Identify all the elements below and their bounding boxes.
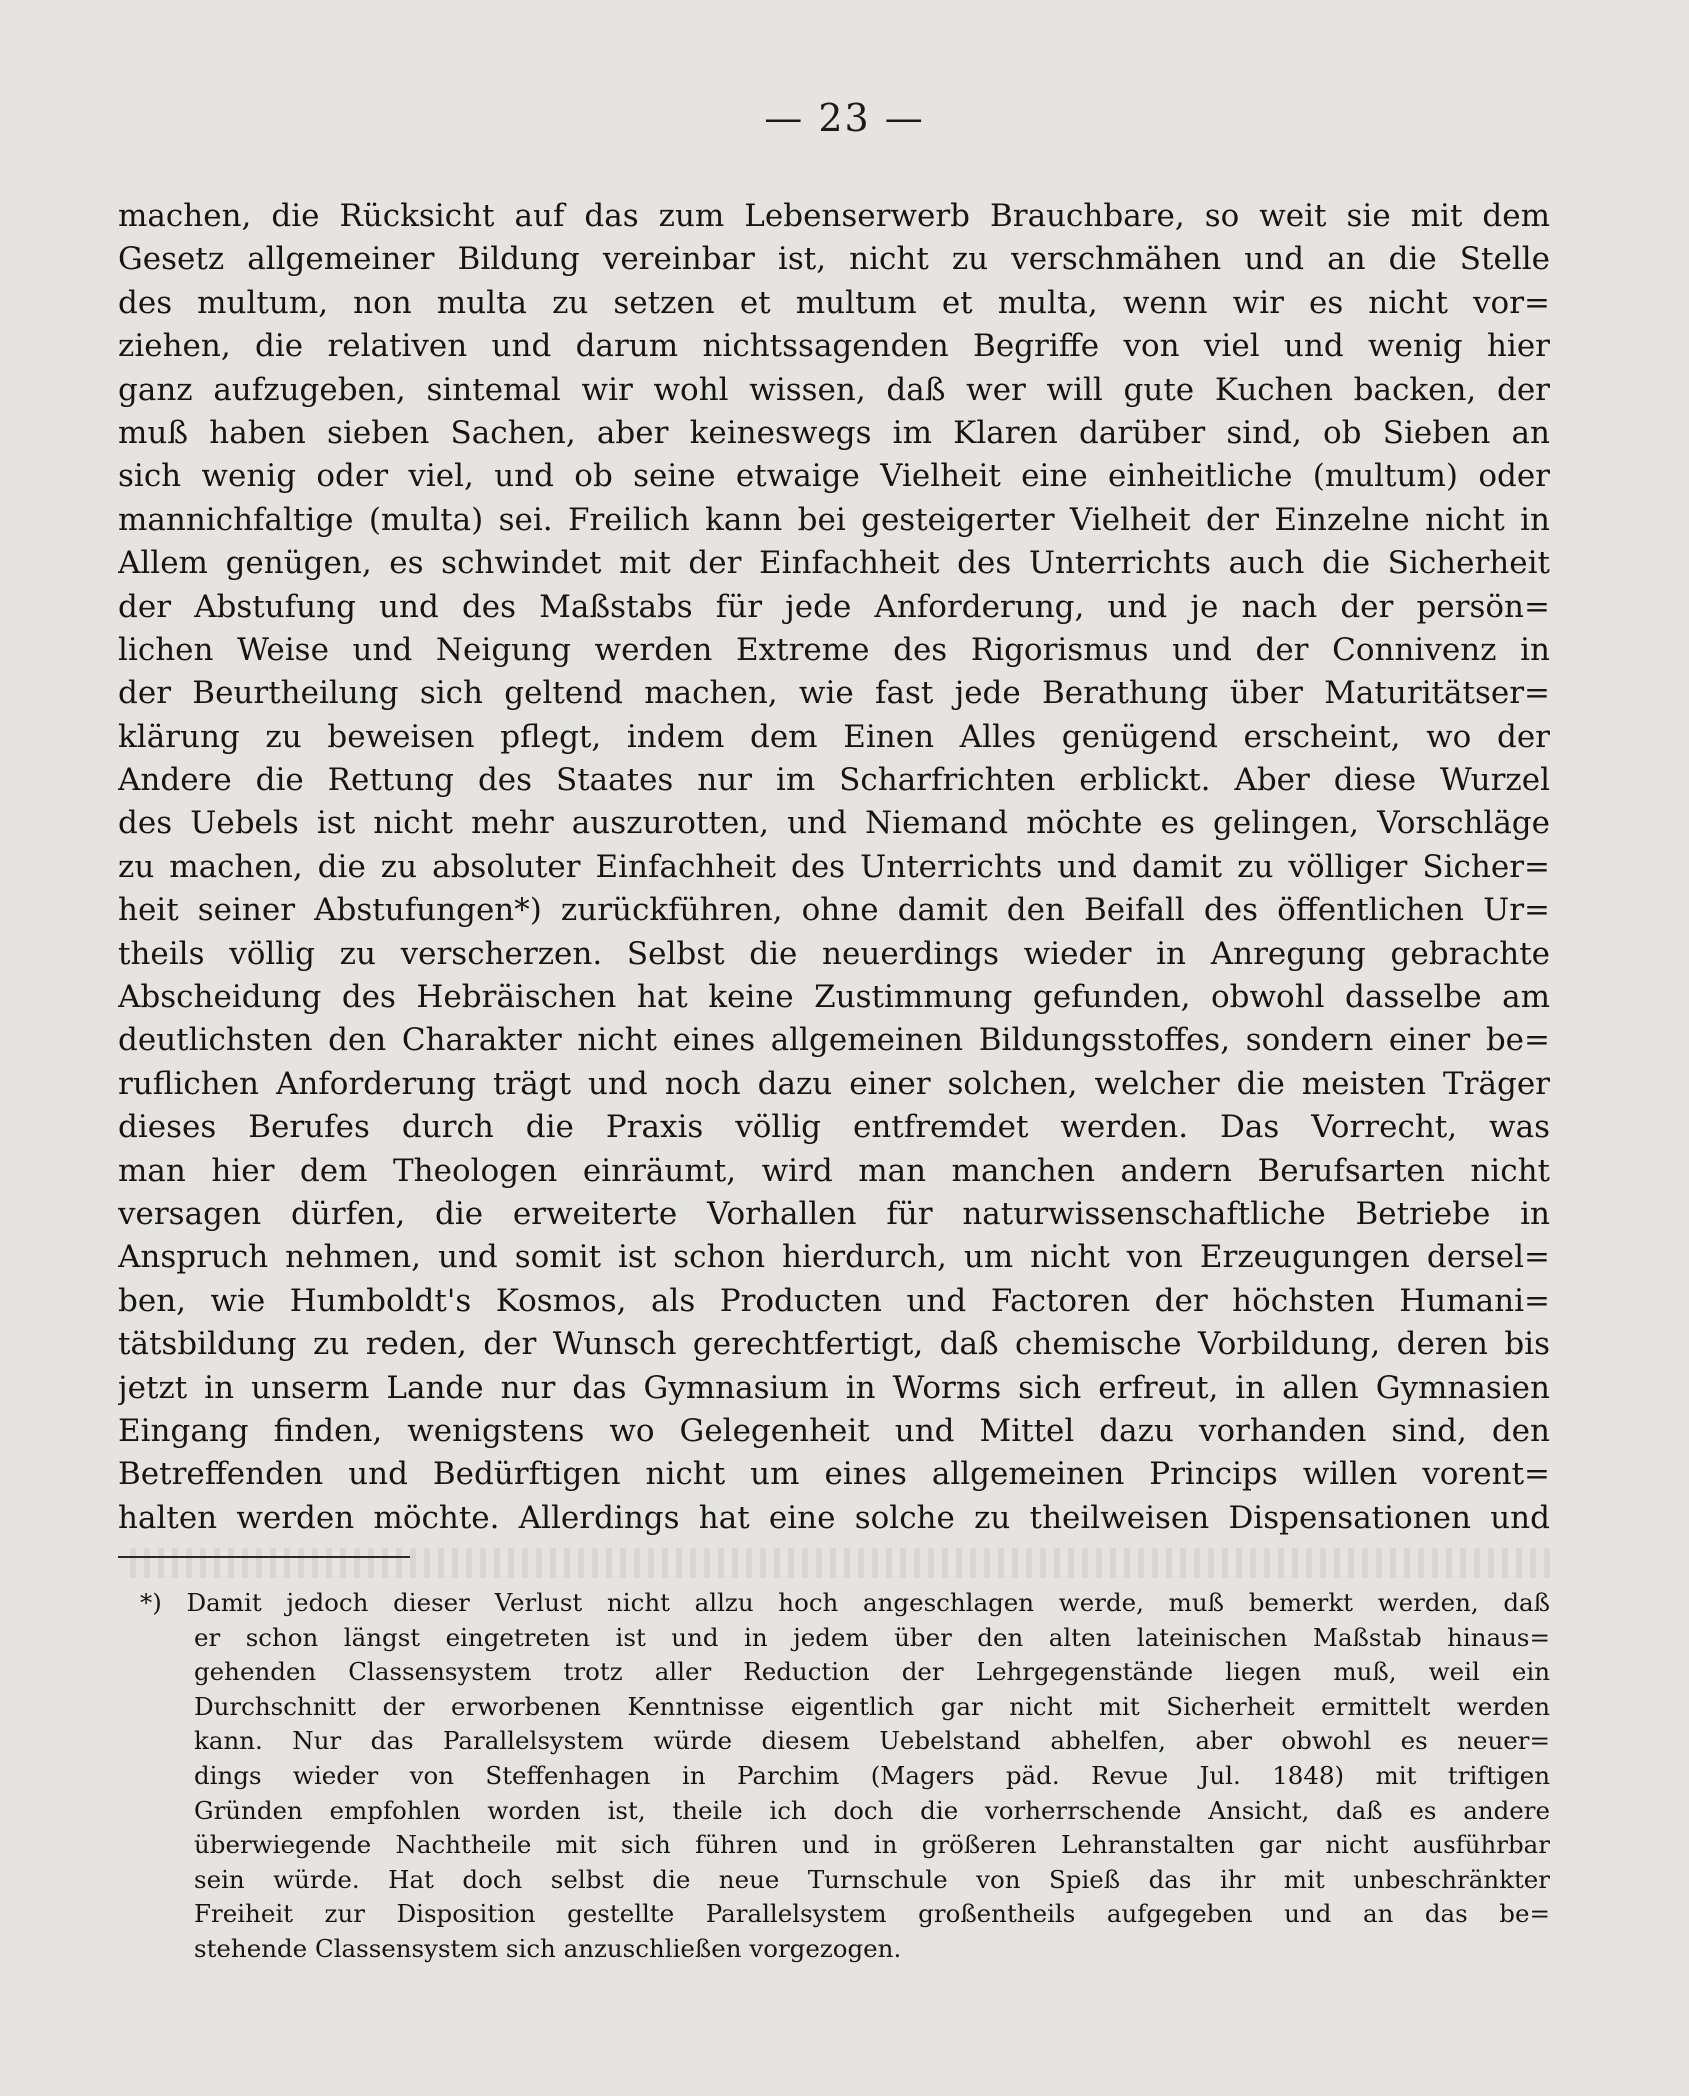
text-line: Gesetz allgemeiner Bildung vereinbar ist, nicht zu verschmähen und an die Stelle <box>118 241 1550 278</box>
text-line: dieses Berufes durch die Praxis völlig entfremdet werden. Das Vorrecht, was <box>118 1109 1550 1146</box>
text-line: des multum, non multa zu setzen et multum et multa, wenn wir es nicht vor= <box>118 284 1550 321</box>
text-line: ganz aufzugeben, sintemal wir wohl wissen, daß wer will gute Kuchen backen, der <box>118 371 1550 408</box>
footnote-line: kann. Nur das Parallelsystem würde diesem Uebelstand abhelfen, aber obwohl es neuer= <box>194 1726 1550 1756</box>
footnote-line: Gründen empfohlen worden ist, theile ich doch die vorherrschende Ansicht, daß es andere <box>194 1795 1550 1825</box>
show-through-texture <box>130 1548 1550 1578</box>
footnote-divider <box>118 1556 410 1558</box>
text-line: Allem genügen, es schwindet mit der Einfachheit des Unterrichts auch die Sicherheit <box>118 545 1550 582</box>
text-line: man hier dem Theologen einräumt, wird man manchen andern Berufsarten nicht <box>118 1152 1550 1189</box>
text-line: heit seiner Abstufungen*) zurückführen, ohne damit den Beifall des öffentlichen Ur= <box>118 892 1550 929</box>
text-line: mannichfaltige (multa) sei. Freilich kann bei gesteigerter Vielheit der Einzelne nicht in <box>118 501 1550 538</box>
footnote-line: er schon längst eingetreten ist und in jedem über den alten lateinischen Maßstab hinaus= <box>194 1622 1550 1652</box>
footnote-line: Freiheit zur Disposition gestellte Parallelsystem großentheils aufgegeben und an das be= <box>194 1899 1550 1929</box>
footnote-line: dings wieder von Steffenhagen in Parchim (Magers päd. Revue Jul. 1848) mit triftigen <box>194 1760 1550 1790</box>
text-line: Betreffenden und Bedürftigen nicht um eines allgemeinen Princips willen vorent= <box>118 1456 1550 1493</box>
footnote-line: *) Damit jedoch dieser Verlust nicht allzu hoch angeschlagen werde, muß bemerkt werden, daß <box>140 1588 1550 1617</box>
text-line: ruflichen Anforderung trägt und noch dazu einer solchen, welcher die meisten Träger <box>118 1065 1550 1102</box>
text-line: ziehen, die relativen und darum nichtssagenden Begriffe von viel und wenig hier <box>118 328 1550 365</box>
body-text <box>118 195 1550 1540</box>
text-line: der Abstufung und des Maßstabs für jede Anforderung, und je nach der persön= <box>118 588 1550 625</box>
text-line: lichen Weise und Neigung werden Extreme des Rigorismus und der Connivenz in <box>118 631 1550 668</box>
text-line: versagen dürfen, die erweiterte Vorhallen für naturwissenschaftliche Betriebe in <box>118 1195 1550 1232</box>
text-line: deutlichsten den Charakter nicht eines allgemeinen Bildungsstoffes, sondern einer be= <box>118 1022 1550 1059</box>
footnote-line: sein würde. Hat doch selbst die neue Turnschule von Spieß das ihr mit unbeschränkter <box>194 1864 1550 1894</box>
footnote-line: gehenden Classensystem trotz aller Reduction der Lehrgegenstände liegen muß, weil ein <box>194 1657 1550 1687</box>
footnote-line: überwiegende Nachtheile mit sich führen und in größeren Lehranstalten gar nicht ausführbar <box>194 1830 1550 1860</box>
text-line: klärung zu beweisen pflegt, indem dem Einen Alles genügend erscheint, wo der <box>118 718 1550 755</box>
footnote-line: stehende Classensystem sich anzuschließen vorgezogen. <box>194 1933 902 1963</box>
text-line: muß haben sieben Sachen, aber keineswegs im Klaren darüber sind, ob Sieben an <box>118 414 1550 451</box>
text-line: halten werden möchte. Allerdings hat eine solche zu theilweisen Dispensationen und <box>118 1499 1550 1536</box>
text-line: des Uebels ist nicht mehr auszurotten, und Niemand möchte es gelingen, Vorschläge <box>118 805 1550 842</box>
text-line: tätsbildung zu reden, der Wunsch gerechtfertigt, daß chemische Vorbildung, deren bis <box>118 1326 1550 1363</box>
text-line: der Beurtheilung sich geltend machen, wie fast jede Berathung über Maturitätser= <box>118 675 1550 712</box>
footnote-line: Durchschnitt der erworbenen Kenntnisse eigentlich gar nicht mit Sicherheit ermittelt werden <box>194 1691 1550 1721</box>
text-line: Eingang finden, wenigstens wo Gelegenheit und Mittel dazu vorhanden sind, den <box>118 1412 1550 1449</box>
text-line: Anspruch nehmen, und somit ist schon hierdurch, um nicht von Erzeugungen dersel= <box>118 1239 1550 1276</box>
footnote <box>118 1586 1550 1967</box>
text-line: zu machen, die zu absoluter Einfachheit des Unterrichts und damit zu völliger Sicher= <box>118 848 1550 885</box>
text-line: jetzt in unserm Lande nur das Gymnasium in Worms sich erfreut, in allen Gymnasien <box>118 1369 1550 1406</box>
text-line: theils völlig zu verscherzen. Selbst die neuerdings wieder in Anregung gebrachte <box>118 935 1550 972</box>
text-line: Andere die Rettung des Staates nur im Scharfrichten erblickt. Aber diese Wurzel <box>118 762 1550 799</box>
text-line: machen, die Rücksicht auf das zum Lebenserwerb Brauchbare, so weit sie mit dem <box>118 198 1550 234</box>
text-line: ben, wie Humboldt's Kosmos, als Producten und Factoren der höchsten Humani= <box>118 1282 1550 1319</box>
text-line: Abscheidung des Hebräischen hat keine Zustimmung gefunden, obwohl dasselbe am <box>118 979 1550 1016</box>
text-line: sich wenig oder viel, und ob seine etwaige Vielheit eine einheitliche (multum) oder <box>118 458 1550 495</box>
page-number: — 23 — <box>764 96 925 140</box>
